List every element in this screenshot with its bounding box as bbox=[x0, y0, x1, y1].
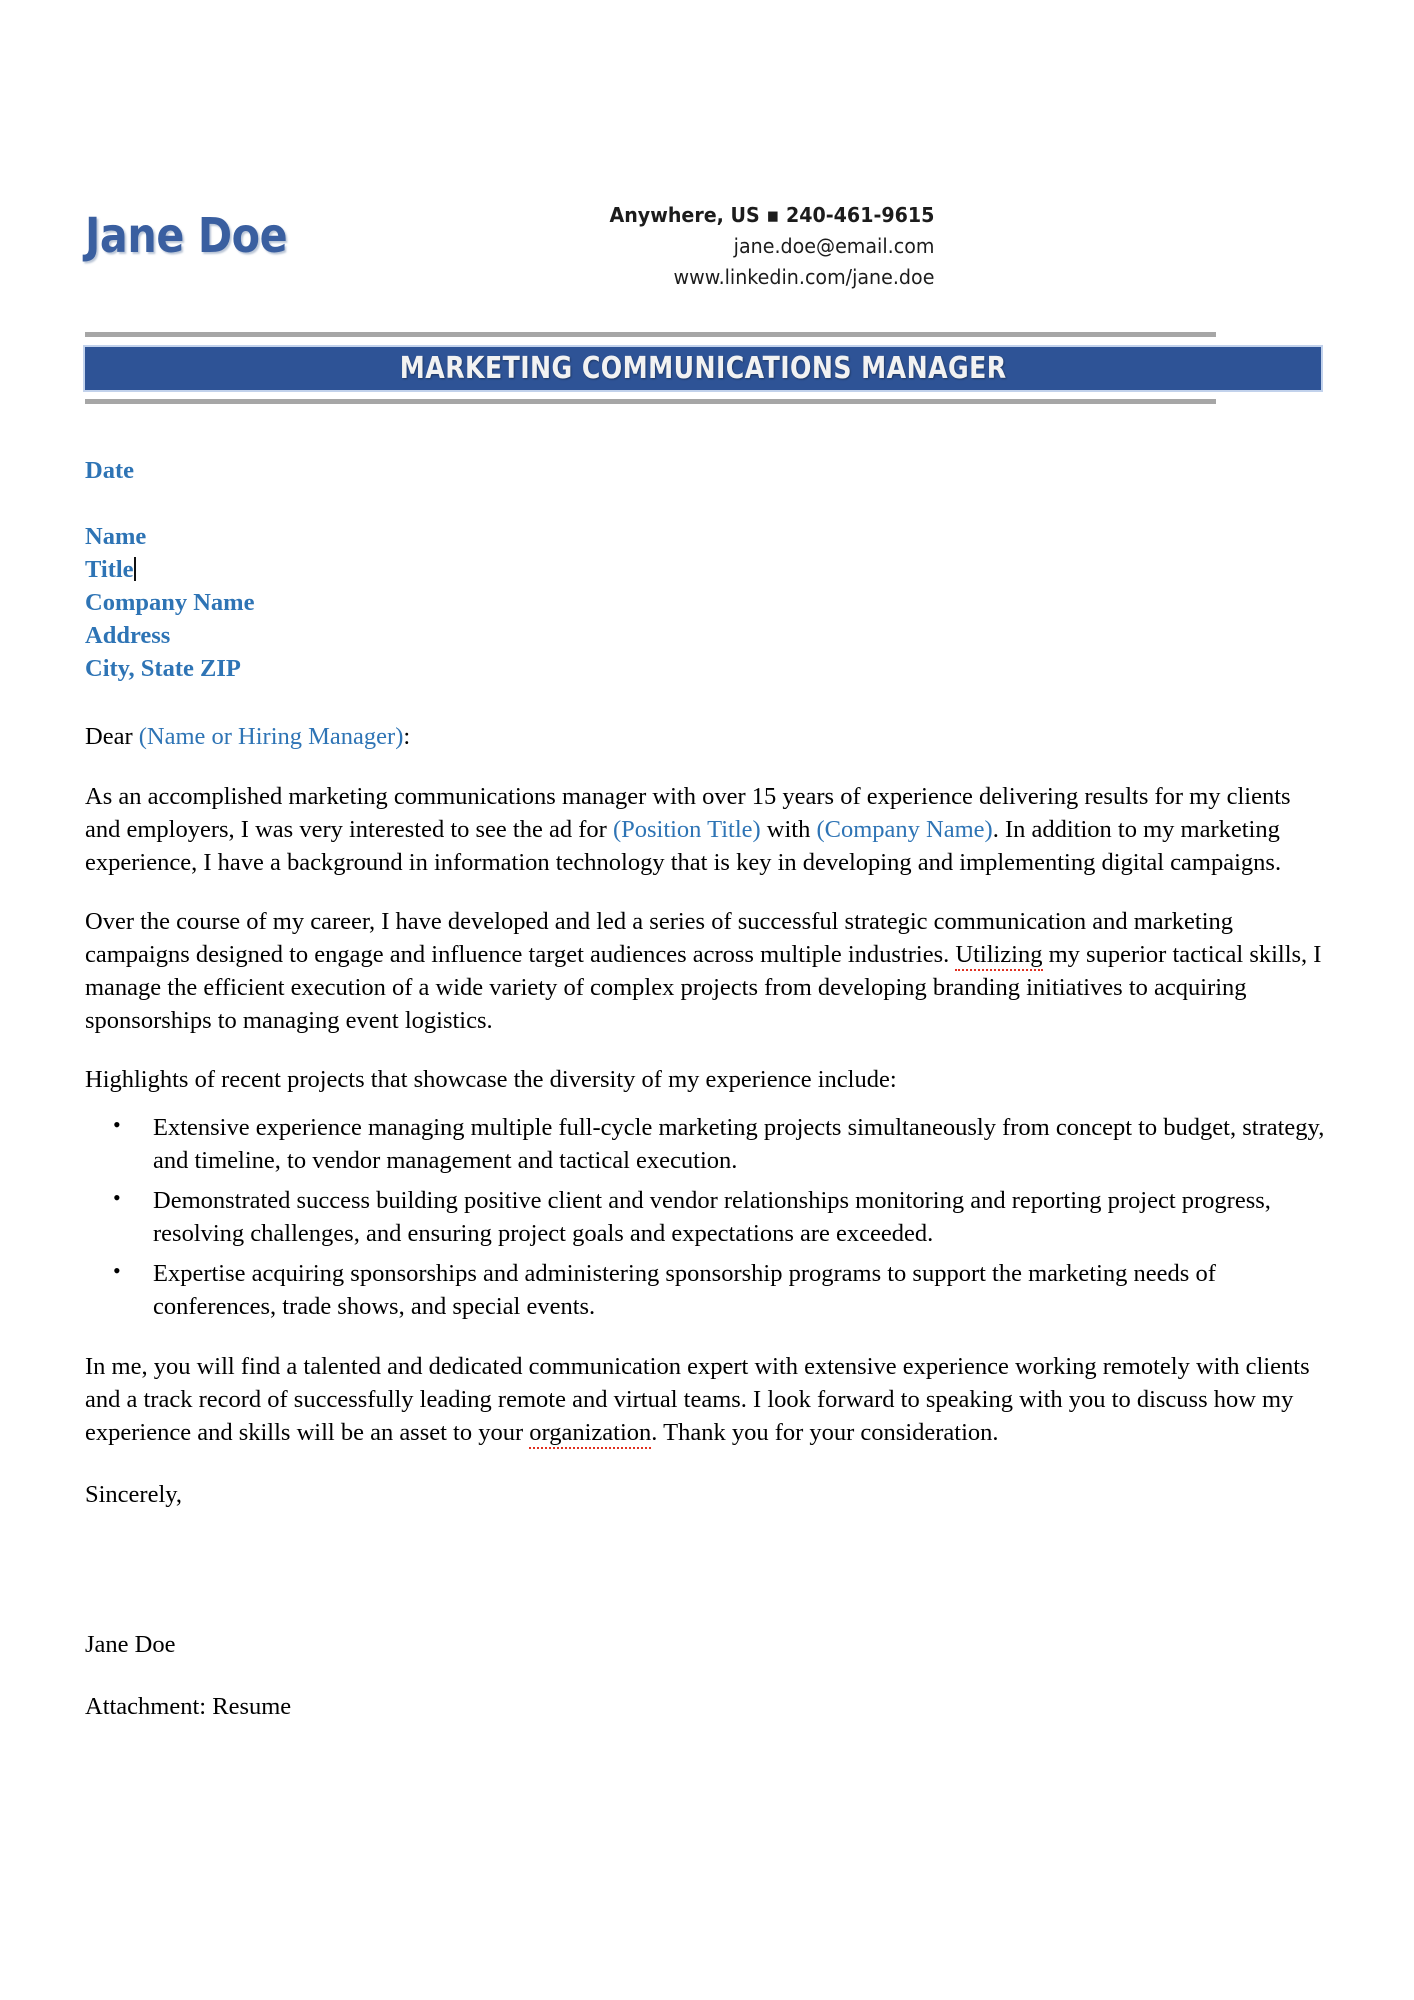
text-cursor bbox=[134, 557, 136, 581]
recipient-address-block bbox=[85, 520, 1325, 685]
closing-salutation: Sincerely, bbox=[85, 1480, 183, 1508]
contact-email[interactable]: jane.doe@email.com bbox=[733, 234, 934, 258]
recipient-title: Title bbox=[85, 556, 134, 584]
date-placeholder[interactable]: Date bbox=[85, 457, 134, 484]
signature-name: Jane Doe bbox=[85, 1631, 176, 1659]
header-divider-top bbox=[85, 332, 1216, 337]
salutation-line bbox=[85, 721, 1325, 753]
job-title-text: MARKETING COMMUNICATIONS MANAGER bbox=[399, 351, 1007, 386]
paragraph1-part3: . In addition to my marketing experience, I have a background in information technology that is key in developing and implementing digital campaigns. bbox=[85, 815, 1282, 876]
paragraph-career bbox=[85, 905, 1325, 1037]
highlights-list bbox=[85, 1112, 1325, 1323]
list-item: • Demonstrated success building positive client and vendor relationships monitoring and reporting project progress, resolving challenges, and ensuring project goals and expectations are exceeded. bbox=[153, 1185, 1325, 1250]
header-divider-bottom bbox=[85, 399, 1216, 404]
paragraph-closing bbox=[85, 1350, 1325, 1449]
paragraph3-part1: In me, you will find a talented and dedicated communication expert with extensive experience working remotely with clients and a track record of successfully leading remote and virtual teams. I look forward to speaking with you to discuss how my experience and skills will be an asset to your bbox=[85, 1352, 1310, 1446]
spellcheck-word-utilizing[interactable]: Utilizing bbox=[955, 941, 1042, 971]
recipient-name[interactable]: Name bbox=[85, 523, 147, 551]
list-item: • Expertise acquiring sponsorships and administering sponsorship programs to support the marketing needs of conferences, trade shows, and special events. bbox=[153, 1258, 1325, 1323]
contact-block bbox=[609, 200, 934, 293]
paragraph1-part2: with bbox=[760, 815, 817, 843]
contact-location-phone: Anywhere, US ▪ 240-461-9615 bbox=[609, 203, 934, 227]
attachment-note: Attachment: Resume bbox=[85, 1693, 292, 1721]
company-name-placeholder[interactable]: (Company Name) bbox=[816, 815, 993, 843]
paragraph1-part1: As an accomplished marketing communications manager with over 15 years of experience delivering results for my clients and employers, I was very interested to see the ad for bbox=[85, 782, 1291, 843]
paragraph2-part2: my superior tactical skills, I manage the efficient execution of a wide variety of complex projects from developing branding initiatives to acquiring sponsorships to managing event logistics. bbox=[85, 940, 1322, 1035]
list-item: • Extensive experience managing multiple full-cycle marketing projects simultaneously from concept to budget, strategy, and timeline, to vendor management and tactical execution. bbox=[153, 1112, 1325, 1177]
highlights-intro: Highlights of recent projects that showcase the diversity of my experience include: bbox=[85, 1066, 897, 1094]
applicant-name: Jane Doe bbox=[85, 208, 288, 264]
position-title-placeholder[interactable]: (Position Title) bbox=[612, 815, 761, 843]
recipient-company[interactable]: Company Name bbox=[85, 589, 255, 617]
paragraph3-part2: . Thank you for your consideration. bbox=[651, 1418, 999, 1446]
recipient-city-state-zip[interactable]: City, State ZIP bbox=[85, 655, 241, 683]
paragraph-intro bbox=[85, 780, 1325, 879]
paragraph2-part1: Over the course of my career, I have developed and led a series of successful strategic communication and marketing campaigns designed to engage and influence target audiences across multiple industries. bbox=[85, 907, 1234, 968]
letter-header bbox=[0, 0, 1414, 289]
letter-body bbox=[85, 455, 1325, 1724]
spellcheck-word-organization[interactable]: organization bbox=[529, 1419, 651, 1449]
recipient-title-line[interactable] bbox=[85, 553, 1325, 586]
contact-linkedin[interactable]: www.linkedin.com/jane.doe bbox=[673, 265, 934, 289]
recipient-address[interactable]: Address bbox=[85, 622, 171, 650]
salutation-placeholder[interactable]: (Name or Hiring Manager) bbox=[138, 723, 404, 751]
job-title-banner bbox=[83, 345, 1323, 392]
salutation-prefix: Dear bbox=[85, 723, 139, 751]
salutation-suffix: : bbox=[403, 723, 411, 751]
